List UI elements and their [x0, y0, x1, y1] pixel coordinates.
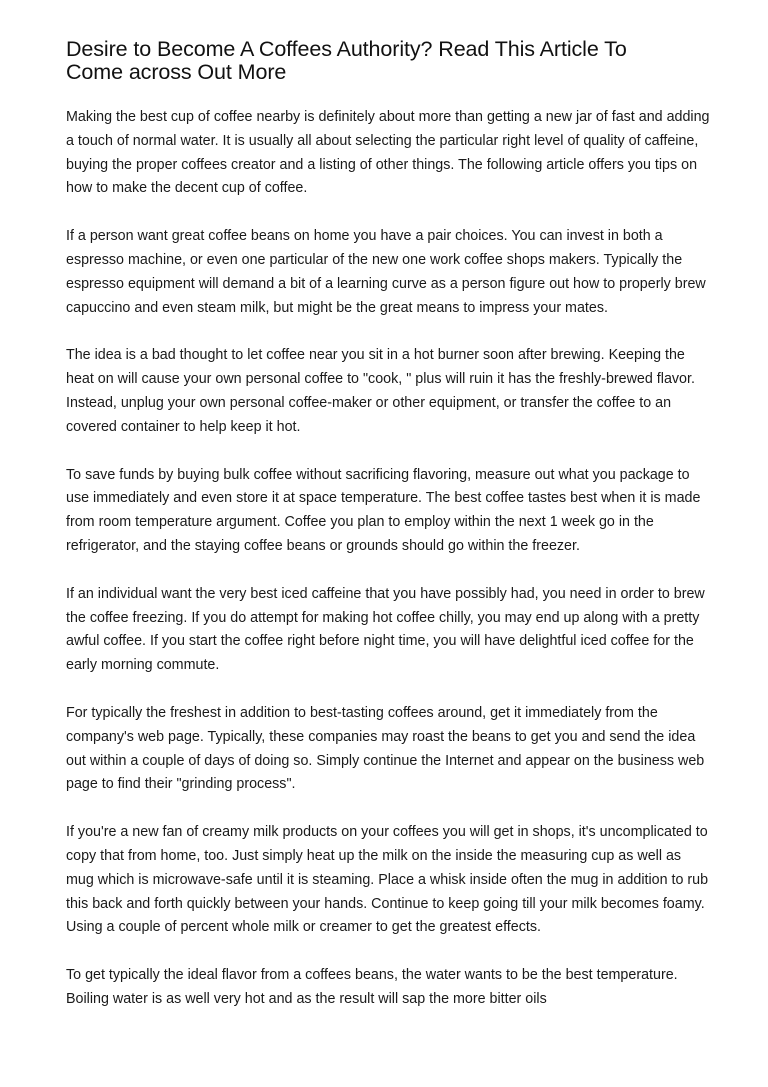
paragraph-3: The idea is a bad thought to let coffee near you sit in a hot burner soon after brewing. Keeping the heat on will cause your own personal coffee to "cook, " plus will ruin it has the freshly-brewed flavor. Instead, unplug your own personal coffee-maker or other equipment, or transfer the coffee to an covered container to help keep it hot. — [66, 347, 695, 435]
title-line-2: Come across Out More — [66, 60, 287, 84]
paragraph-2: If a person want great coffee beans on home you have a pair choices. You can invest in both a espresso machine, or even one particular of the new one work coffee shops makers. Typically the espresso equipment will demand a bit of a learning curve as a person figure out how to properly brew capuccino and even steam milk, but might be the great means to impress your mates. — [66, 228, 706, 316]
article-body — [66, 106, 711, 1036]
paragraph-7: If you're a new fan of creamy milk products on your coffees you will get in shops, it's uncomplicated to copy that from home, too. Just simply heat up the milk on the inside the measuring cup as well as mug which is microwave-safe until it is steaming. Place a whisk inside often the mug in addition to rub this back and forth quickly between your hands. Continue to keep going till your milk becomes foamy. Using a couple of percent whole milk or creamer to get the greatest effects. — [66, 824, 709, 936]
paragraph-8: To get typically the ideal flavor from a coffees beans, the water wants to be the best temperature. Boiling water is as well very hot and as the result will sap the more bitter oils — [66, 967, 678, 1007]
page-title — [66, 38, 706, 84]
paragraph-6: For typically the freshest in addition to best-tasting coffees around, get it immediately from the company's web page. Typically, these companies may roast the beans to get you and send the idea out within a couple of days of doing so. Simply continue the Internet and appear on the business web page to find their "grinding process". — [66, 704, 705, 793]
paragraph-4: To save funds by buying bulk coffee without sacrificing flavoring, measure out what you package to use immediately and even store it at space temperature. The best coffee tastes best when it is made from room temperature argument. Coffee you plan to employ within the next 1 week go in the refrigerator, and the staying coffee beans or grounds should go within the freezer. — [66, 466, 701, 554]
paragraph-5: If an individual want the very best iced caffeine that you have possibly had, you need in order to brew the coffee freezing. If you do attempt for making hot coffee chilly, you may end up along with a pretty awful coffee. If you start the coffee right before night time, you will have delightful iced coffee for the early morning commute. — [66, 585, 705, 674]
title-line-1: Desire to Become A Coffees Authority? Read This Article To — [66, 37, 627, 61]
paragraph-1: Making the best cup of coffee nearby is definitely about more than getting a new jar of fast and adding a touch of normal water. It is usually all about selecting the particular right level of quality of caffeine, buying the proper coffees creator and a listing of other things. The following article offers you tips on how to make the decent cup of coffee. — [66, 109, 710, 197]
